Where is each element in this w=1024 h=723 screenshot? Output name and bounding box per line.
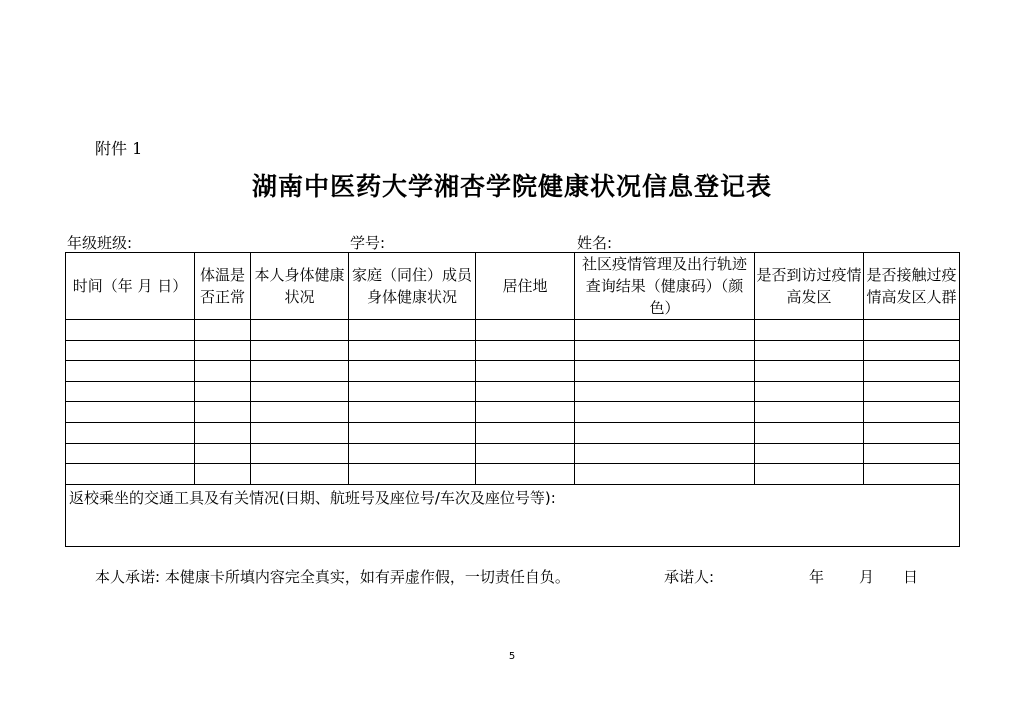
form-title: 湖南中医药大学湘杏学院健康状况信息登记表 [251,172,772,201]
name-label: 姓名: [577,234,613,252]
table-cell[interactable] [476,320,575,341]
table-cell[interactable] [476,443,575,464]
table-cell[interactable] [476,464,575,485]
table-cell[interactable] [755,402,864,423]
table-row [66,443,960,464]
transport-label: 返校乘坐的交通工具及有关情况(日期、航班号及座位号/车次及座位号等): [69,488,556,507]
header-contact-high-risk: 是否接触过疫情高发区人群 [864,253,960,320]
table-cell[interactable] [349,464,476,485]
table-cell[interactable] [575,402,755,423]
table-cell[interactable] [755,381,864,402]
table-cell[interactable] [575,381,755,402]
table-cell[interactable] [66,422,195,443]
attachment-label: 附件 1 [95,139,143,158]
table-cell[interactable] [66,340,195,361]
health-registration-table [65,252,960,547]
table-cell[interactable] [476,340,575,361]
table-cell[interactable] [66,361,195,382]
table-cell[interactable] [349,361,476,382]
table-cell[interactable] [66,320,195,341]
table-cell[interactable] [575,443,755,464]
table-cell[interactable] [755,361,864,382]
table-row [66,340,960,361]
table-cell[interactable] [251,422,349,443]
header-residence: 居住地 [476,253,575,320]
header-visited-high-risk: 是否到访过疫情高发区 [755,253,864,320]
header-date: 时间（年 月 日） [66,253,195,320]
table-cell[interactable] [755,340,864,361]
table-cell[interactable] [195,381,251,402]
table-cell[interactable] [755,320,864,341]
table-cell[interactable] [349,443,476,464]
table-cell[interactable] [66,402,195,423]
table-cell[interactable] [864,443,960,464]
table-cell[interactable] [864,464,960,485]
pledge-statement: 本人承诺: 本健康卡所填内容完全真实，如有弄虚作假，一切责任自负。 [95,568,570,586]
table-cell[interactable] [251,443,349,464]
header-row [66,253,960,320]
table-cell[interactable] [864,381,960,402]
table-cell[interactable] [349,340,476,361]
table-cell[interactable] [864,402,960,423]
table-row [66,320,960,341]
header-personal-health: 本人身体健康状况 [251,253,349,320]
table-cell[interactable] [195,361,251,382]
table-cell[interactable] [349,320,476,341]
table-row [66,464,960,485]
table-cell[interactable] [755,464,864,485]
page-number: 5 [508,651,516,662]
table-cell[interactable] [195,402,251,423]
table-cell[interactable] [575,361,755,382]
table-cell[interactable] [195,340,251,361]
table-cell[interactable] [575,320,755,341]
transport-row [66,484,960,546]
table-cell[interactable] [251,320,349,341]
table-cell[interactable] [864,320,960,341]
table-cell[interactable] [66,381,195,402]
table-cell[interactable] [349,381,476,402]
table-cell[interactable] [755,443,864,464]
table-cell[interactable] [476,422,575,443]
table-row [66,361,960,382]
table-cell[interactable] [349,422,476,443]
date-year-label: 年 [809,568,825,586]
header-health-code: 社区疫情管理及出行轨迹查询结果（健康码）（颜色） [575,253,755,320]
signer-label: 承诺人: [664,568,715,586]
table-cell[interactable] [755,422,864,443]
table-cell[interactable] [575,340,755,361]
table-cell[interactable] [864,422,960,443]
header-temperature: 体温是否正常 [195,253,251,320]
date-month-label: 月 [859,568,875,586]
table-cell[interactable] [66,464,195,485]
date-day-label: 日 [903,568,919,586]
table-cell[interactable] [864,340,960,361]
table-cell[interactable] [476,381,575,402]
header-family-health: 家庭（同住）成员身体健康状况 [349,253,476,320]
student-id-label: 学号: [350,234,386,252]
table-cell[interactable] [195,320,251,341]
table-cell[interactable] [476,402,575,423]
table-cell[interactable] [251,340,349,361]
table-cell[interactable] [349,402,476,423]
table-cell[interactable] [251,464,349,485]
table-row [66,402,960,423]
table-cell[interactable] [476,361,575,382]
table-cell[interactable] [195,422,251,443]
grade-class-label: 年级班级: [67,234,133,252]
table-cell[interactable] [195,443,251,464]
table-cell[interactable] [251,381,349,402]
table-cell[interactable] [575,464,755,485]
table-row [66,422,960,443]
table-cell[interactable] [66,443,195,464]
table-cell[interactable] [195,464,251,485]
table-row [66,381,960,402]
table-cell[interactable] [575,422,755,443]
table-cell[interactable] [251,402,349,423]
table-cell[interactable] [251,361,349,382]
table-cell[interactable] [864,361,960,382]
transport-info-cell[interactable] [66,484,960,546]
